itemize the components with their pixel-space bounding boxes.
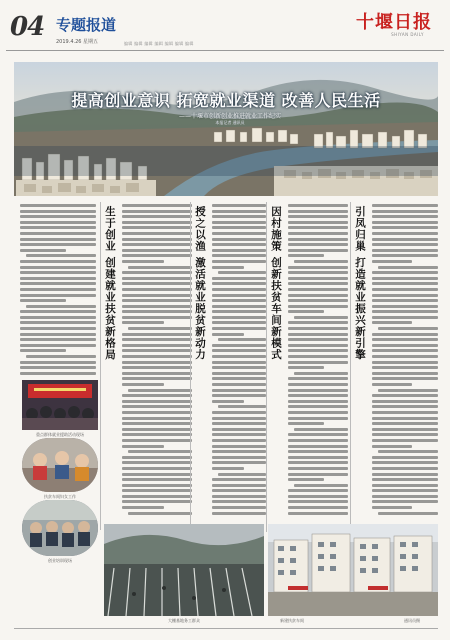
text-line: [372, 294, 438, 297]
text-line: [212, 495, 266, 498]
page-number: 04: [10, 12, 45, 42]
masthead: [6, 4, 444, 52]
text-line: [122, 383, 164, 386]
column-divider: [100, 202, 101, 530]
text-line: [122, 232, 192, 235]
text-line: [20, 333, 96, 336]
text-line: [20, 232, 96, 235]
text-line: [20, 277, 96, 280]
text-line: [288, 321, 348, 324]
text-line: [212, 439, 266, 442]
text-line: [372, 226, 438, 229]
text-line: [288, 277, 348, 280]
text-line: [372, 439, 438, 442]
text-line: [122, 215, 192, 218]
text-line: [212, 277, 266, 280]
text-line: [20, 282, 96, 285]
text-line: [288, 506, 348, 509]
section-heading-1: 生于创业 创建就业扶贫新格局: [104, 206, 116, 361]
column-divider: [266, 202, 267, 532]
text-line: [372, 506, 412, 509]
text-line: [294, 316, 348, 319]
text-line: [212, 512, 266, 515]
photo-caption: 大棚基地务工群众: [168, 618, 200, 623]
text-line: [212, 210, 266, 213]
text-line: [372, 366, 438, 369]
text-line: [20, 344, 96, 347]
text-line: [122, 461, 192, 464]
text-line: [372, 288, 438, 291]
text-line: [212, 400, 244, 403]
text-line: [372, 310, 438, 313]
byline: 本报记者 通讯员: [215, 120, 245, 125]
text-line: [122, 428, 192, 431]
text-line: [122, 411, 192, 414]
text-line: [212, 377, 266, 380]
text-line: [122, 254, 192, 257]
text-line: [288, 433, 348, 436]
text-line: [20, 226, 96, 229]
section-heading-2: 授之以渔 激活就业脱贫新动力: [194, 206, 206, 361]
text-line: [372, 232, 438, 235]
text-line: [122, 249, 192, 252]
text-line: [372, 338, 438, 341]
text-line: [288, 238, 348, 241]
text-line: [378, 266, 438, 269]
text-line: [212, 310, 266, 313]
text-line: [288, 299, 348, 302]
photo-employment-event: [22, 380, 98, 430]
photo-training-class: [22, 500, 98, 556]
text-line: [288, 489, 348, 492]
text-line: [212, 461, 266, 464]
photo-credit-right: 通讯员摄: [404, 618, 420, 623]
text-line: [288, 221, 348, 224]
text-line: [128, 389, 192, 392]
text-line: [372, 495, 438, 498]
text-line: [122, 377, 192, 380]
text-line: [372, 260, 412, 263]
text-line: [122, 349, 192, 352]
text-line: [128, 266, 192, 269]
text-line: [122, 226, 192, 229]
column-divider: [350, 202, 351, 532]
text-line: [122, 439, 192, 442]
text-line: [372, 377, 438, 380]
text-line: [212, 355, 266, 358]
section-4-text: [372, 204, 438, 517]
text-line: [218, 271, 266, 274]
text-line: [212, 489, 266, 492]
text-line: [122, 344, 192, 347]
text-line: [20, 215, 96, 218]
text-line: [372, 422, 438, 425]
text-line: [288, 288, 348, 291]
text-line: [372, 344, 438, 347]
text-line: [128, 327, 192, 330]
text-line: [122, 478, 192, 481]
text-line: [288, 232, 348, 235]
text-line: [122, 282, 192, 285]
text-line: [288, 355, 348, 358]
text-line: [212, 417, 266, 420]
text-line: [20, 271, 96, 274]
text-line: [288, 467, 348, 470]
text-line: [288, 249, 348, 252]
text-line: [288, 226, 348, 229]
text-line: [122, 456, 192, 459]
text-line: [288, 243, 348, 246]
text-line: [212, 299, 266, 302]
text-line: [212, 366, 266, 369]
text-line: [212, 349, 266, 352]
text-line: [122, 500, 192, 503]
text-line: [288, 344, 348, 347]
text-line: [122, 243, 192, 246]
editor-credits: 编辑 编辑 编辑 编辑 编辑 编辑 编辑: [124, 41, 194, 46]
text-line: [288, 445, 348, 448]
text-line: [20, 266, 96, 269]
text-line: [372, 411, 438, 414]
text-line: [288, 411, 348, 414]
text-line: [218, 473, 266, 476]
text-line: [212, 282, 266, 285]
text-line: [372, 349, 438, 352]
text-line: [372, 467, 438, 470]
text-line: [212, 327, 266, 330]
text-line: [294, 484, 348, 487]
text-line: [288, 266, 348, 269]
text-line: [212, 506, 266, 509]
section-3-text: [288, 204, 348, 517]
text-line: [212, 372, 266, 375]
text-line: [288, 305, 348, 308]
text-line: [372, 238, 438, 241]
text-line: [288, 333, 348, 336]
text-line: [288, 366, 324, 369]
text-line: [378, 512, 438, 515]
text-line: [288, 383, 348, 386]
intro-text-column: [20, 204, 96, 377]
text-line: [372, 305, 438, 308]
text-line: [122, 445, 164, 448]
text-line: [20, 204, 96, 207]
text-line: [122, 221, 192, 224]
text-line: [372, 316, 438, 319]
text-line: [20, 366, 96, 369]
text-line: [20, 338, 96, 341]
text-line: [212, 232, 266, 235]
text-line: [288, 282, 348, 285]
text-line: [288, 327, 348, 330]
text-line: [288, 377, 348, 380]
text-line: [20, 321, 96, 324]
text-line: [288, 450, 348, 453]
text-line: [128, 512, 192, 515]
text-line: [26, 305, 96, 308]
text-line: [26, 254, 96, 257]
text-line: [20, 372, 96, 375]
text-line: [122, 484, 192, 487]
text-line: [20, 349, 66, 352]
text-line: [20, 238, 96, 241]
masthead-divider: [6, 50, 444, 51]
text-line: [212, 450, 266, 453]
text-line: [128, 450, 192, 453]
text-line: [122, 238, 192, 241]
text-line: [288, 254, 324, 257]
text-line: [122, 489, 192, 492]
text-line: [372, 456, 438, 459]
photo-workshop-women: [22, 438, 98, 492]
text-line: [122, 467, 192, 470]
text-line: [122, 433, 192, 436]
text-line: [122, 305, 192, 308]
text-line: [212, 428, 266, 431]
text-line: [212, 321, 266, 324]
section-2-text: [212, 204, 266, 517]
text-line: [212, 316, 266, 319]
section-1-text: [122, 204, 192, 517]
newspaper-logo: 十堰日报: [356, 12, 432, 33]
photo-greenhouse-base: [104, 524, 264, 616]
text-line: [20, 288, 96, 291]
text-line: [372, 299, 438, 302]
text-line: [288, 204, 348, 207]
text-line: [372, 277, 438, 280]
text-line: [212, 254, 266, 257]
text-line: [212, 305, 266, 308]
text-line: [288, 461, 348, 464]
text-line: [372, 428, 438, 431]
text-line: [20, 361, 96, 364]
sub-headline: ——十堰市创新创业推进就业工作纪实: [178, 113, 281, 120]
text-line: [288, 456, 348, 459]
text-line: [122, 394, 192, 397]
text-line: [288, 271, 348, 274]
text-line: [288, 400, 348, 403]
text-line: [212, 500, 266, 503]
text-line: [212, 484, 266, 487]
photo-caption: 扶贫车间妇女工作: [44, 494, 76, 499]
text-line: [20, 260, 96, 263]
text-line: [288, 405, 348, 408]
section-title: 专题报道: [56, 16, 117, 34]
text-line: [20, 221, 96, 224]
text-line: [20, 294, 96, 297]
text-line: [212, 422, 266, 425]
text-line: [378, 327, 438, 330]
text-line: [122, 338, 192, 341]
text-line: [372, 215, 438, 218]
text-line: [372, 243, 438, 246]
text-line: [372, 394, 438, 397]
text-line: [122, 495, 192, 498]
main-headline: 提高创业意识 拓宽就业渠道 改善人民生活: [71, 91, 381, 110]
text-line: [122, 310, 192, 313]
text-line: [288, 338, 348, 341]
text-line: [372, 484, 438, 487]
newspaper-logo-subtitle: SHIYAN DAILY: [391, 32, 424, 37]
photo-caption: 创业培训现场: [48, 558, 72, 563]
text-line: [288, 473, 348, 476]
text-line: [288, 500, 348, 503]
section-heading-3: 因村施策 创新扶贫车间新模式: [270, 206, 282, 361]
text-line: [288, 215, 348, 218]
photo-caption: 重点群体就业援助活动现场: [36, 432, 84, 437]
text-line: [212, 456, 266, 459]
text-line: [372, 372, 438, 375]
text-line: [212, 266, 244, 269]
column-divider: [190, 202, 191, 532]
text-line: [122, 355, 192, 358]
text-line: [288, 389, 348, 392]
text-line: [372, 271, 438, 274]
text-line: [212, 445, 266, 448]
text-line: [122, 361, 192, 364]
text-line: [294, 428, 348, 431]
text-line: [288, 294, 348, 297]
text-line: [20, 327, 96, 330]
text-line: [372, 473, 438, 476]
text-line: [122, 473, 192, 476]
text-line: [372, 500, 438, 503]
text-line: [122, 333, 192, 336]
text-line: [122, 316, 192, 319]
text-line: [20, 316, 96, 319]
text-line: [212, 344, 266, 347]
text-line: [122, 506, 164, 509]
text-line: [288, 478, 324, 481]
text-line: [294, 260, 348, 263]
text-line: [288, 394, 348, 397]
text-line: [26, 355, 96, 358]
text-line: [122, 210, 192, 213]
hero-city-photo: [14, 62, 438, 196]
text-line: [288, 422, 324, 425]
text-line: [122, 277, 192, 280]
text-line: [372, 221, 438, 224]
text-line: [288, 495, 348, 498]
text-line: [372, 321, 412, 324]
text-line: [288, 349, 348, 352]
text-line: [372, 333, 438, 336]
text-line: [20, 210, 96, 213]
text-line: [122, 405, 192, 408]
hero-photo-illustration: [14, 62, 438, 196]
text-line: [212, 243, 266, 246]
text-line: [20, 299, 66, 302]
text-line: [20, 249, 66, 252]
text-line: [288, 310, 324, 313]
text-line: [218, 338, 266, 341]
text-line: [372, 445, 412, 448]
text-line: [20, 243, 96, 246]
text-line: [372, 478, 438, 481]
text-line: [372, 433, 438, 436]
text-line: [288, 210, 348, 213]
text-line: [122, 271, 192, 274]
text-line: [122, 288, 192, 291]
text-line: [212, 394, 266, 397]
text-line: [122, 372, 192, 375]
text-line: [372, 254, 438, 257]
text-line: [372, 489, 438, 492]
text-line: [378, 389, 438, 392]
text-line: [372, 383, 412, 386]
text-line: [212, 333, 244, 336]
text-line: [372, 405, 438, 408]
text-line: [372, 361, 438, 364]
text-line: [212, 411, 266, 414]
text-line: [212, 389, 266, 392]
text-line: [122, 299, 192, 302]
text-line: [212, 204, 266, 207]
text-line: [122, 294, 192, 297]
text-line: [212, 288, 266, 291]
text-line: [372, 400, 438, 403]
text-line: [122, 321, 164, 324]
photo-new-workshop: [268, 524, 438, 616]
text-line: [372, 355, 438, 358]
text-line: [372, 210, 438, 213]
text-line: [122, 422, 192, 425]
text-line: [288, 512, 348, 515]
text-line: [288, 439, 348, 442]
text-line: [212, 361, 266, 364]
text-line: [294, 372, 348, 375]
text-line: [218, 405, 266, 408]
text-line: [122, 400, 192, 403]
text-line: [212, 221, 266, 224]
text-line: [212, 383, 266, 386]
text-line: [212, 249, 266, 252]
text-line: [122, 366, 192, 369]
text-line: [372, 461, 438, 464]
photo-credit: 新建扶贫车间: [280, 618, 304, 623]
section-heading-4: 引凤归巢 打造就业振兴新引擎: [354, 206, 366, 361]
text-line: [122, 260, 164, 263]
text-line: [212, 260, 266, 263]
text-line: [372, 282, 438, 285]
text-line: [288, 417, 348, 420]
text-line: [212, 467, 244, 470]
text-line: [212, 238, 266, 241]
text-line: [212, 215, 266, 218]
text-line: [372, 417, 438, 420]
text-line: [288, 361, 348, 364]
text-line: [212, 478, 266, 481]
text-line: [122, 417, 192, 420]
text-line: [212, 294, 266, 297]
issue-date: 2019.4.26 星期五: [56, 39, 99, 45]
text-line: [20, 310, 96, 313]
text-line: [122, 204, 192, 207]
footer-divider: [14, 628, 438, 629]
text-line: [212, 433, 266, 436]
text-line: [378, 450, 438, 453]
text-line: [212, 226, 266, 229]
text-line: [372, 204, 438, 207]
text-line: [372, 249, 438, 252]
